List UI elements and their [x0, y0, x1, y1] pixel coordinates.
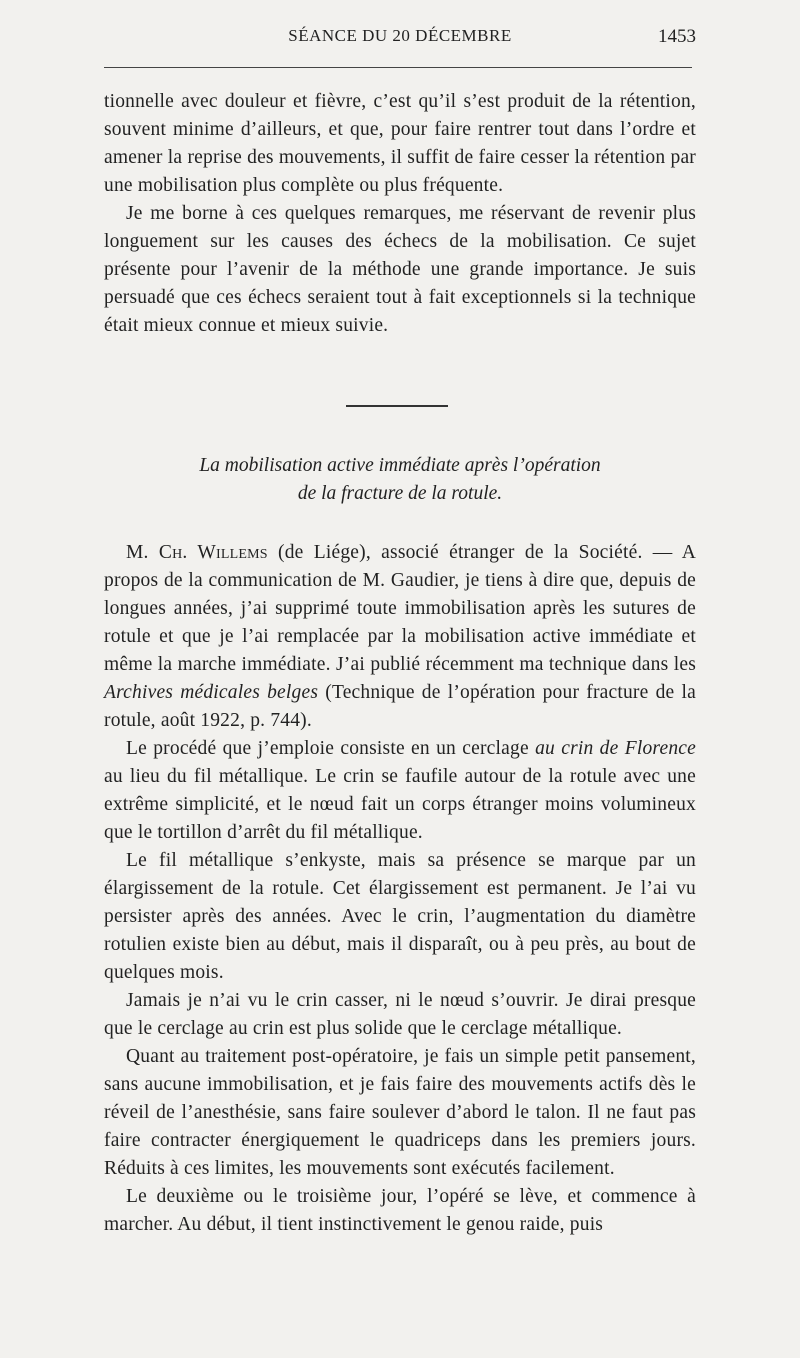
- paragraph-walking: Le deuxième ou le troisième jour, l’opéré se lève, et commence à marcher. Au début, il tient instinctivement le genou raide, puis: [104, 1186, 696, 1235]
- section-separator: [346, 405, 448, 407]
- paragraph-remarks: Je me borne à ces quelques remarques, me réservant de revenir plus longuement sur les causes des échecs de la mobilisation. Ce sujet présente pour l’avenir de la méthode une grande importance. Je suis persuadé que ces échecs seraient tout à fait exceptionnels si la technique était mieux connue et mieux suivie.: [104, 203, 696, 336]
- author-name: M. Ch. Willems: [126, 542, 268, 563]
- paragraph-wire: Le fil métallique s’enkyste, mais sa présence se marque par un élargissement de la rotule. Cet élargissement est permanent. Je l’ai vu persister après des années. Avec le crin, l’augmentation du diamètre rotulien existe bien au début, mais il disparaît, ou à peu près, au bout de quelques mois.: [104, 850, 696, 983]
- paragraph-willems-text-a: (de Liége), associé étranger de la Société. — A propos de la communication de M. Gaudier, je tiens à dire que, depuis de longues années, j’ai supprimé toute immobilisation après les sutures de rotule et que je l’ai remplacée par la mobilisation active immédiate et même la marche immédiate. J’ai publié récemment ma technique dans les: [104, 542, 696, 675]
- running-header: [104, 26, 696, 50]
- procedure-italic: au crin de Florence: [535, 738, 697, 759]
- section-title-line-1: La mobilisation active immédiate après l’opération: [199, 455, 601, 476]
- paragraph-procedure-text-b: au lieu du fil métallique. Le crin se faufile autour de la rotule avec une extrême simplicité, et le nœud fait un corps étranger moins volumineux que le tortillon d’arrêt du fil métallique.: [104, 766, 696, 843]
- header-rule: [104, 67, 692, 68]
- section-title-line-2: de la fracture de la rotule.: [297, 483, 503, 504]
- paragraph-willems: [104, 539, 696, 735]
- journal-title: Archives médicales belges: [104, 682, 319, 703]
- paragraph-procedure-text-a: Le procédé que j’emploie consiste en un cerclage: [126, 738, 536, 759]
- paragraph-post-op: Quant au traitement post-opératoire, je fais un simple petit pansement, sans aucune immobilisation, et je fais faire des mouvements actifs dès le réveil de l’anesthésie, sans faire soulever d’abord le talon. Il ne faut pas faire contracter énergiquement le quadriceps dans les premiers jours. Réduits à ces limites, les mouvements sont exécutés facilement.: [104, 1046, 696, 1179]
- article-body: [104, 539, 696, 1239]
- paragraph-never: Jamais je n’ai vu le crin casser, ni le nœud s’ouvrir. Je dirai presque que le cerclage au crin est plus solide que le cerclage métallique.: [104, 990, 696, 1039]
- running-title: SÉANCE DU 20 DÉCEMBRE: [288, 26, 512, 45]
- paragraph-continued: tionnelle avec douleur et fièvre, c’est qu’il s’est produit de la rétention, souvent minime d’ailleurs, et que, pour faire rentrer tout dans l’ordre et amener la reprise des mouvements, il suffit de faire cesser la rétention par une mobilisation plus complète ou plus fréquente.: [104, 91, 696, 196]
- paragraph-procedure: [104, 735, 696, 847]
- paragraph-willems-text-b: (Technique de l’opération pour fracture de la rotule, août 1922, p. 744).: [104, 682, 696, 731]
- continued-text: [104, 88, 696, 340]
- section-title: [104, 452, 696, 508]
- page-number: 1453: [658, 26, 696, 47]
